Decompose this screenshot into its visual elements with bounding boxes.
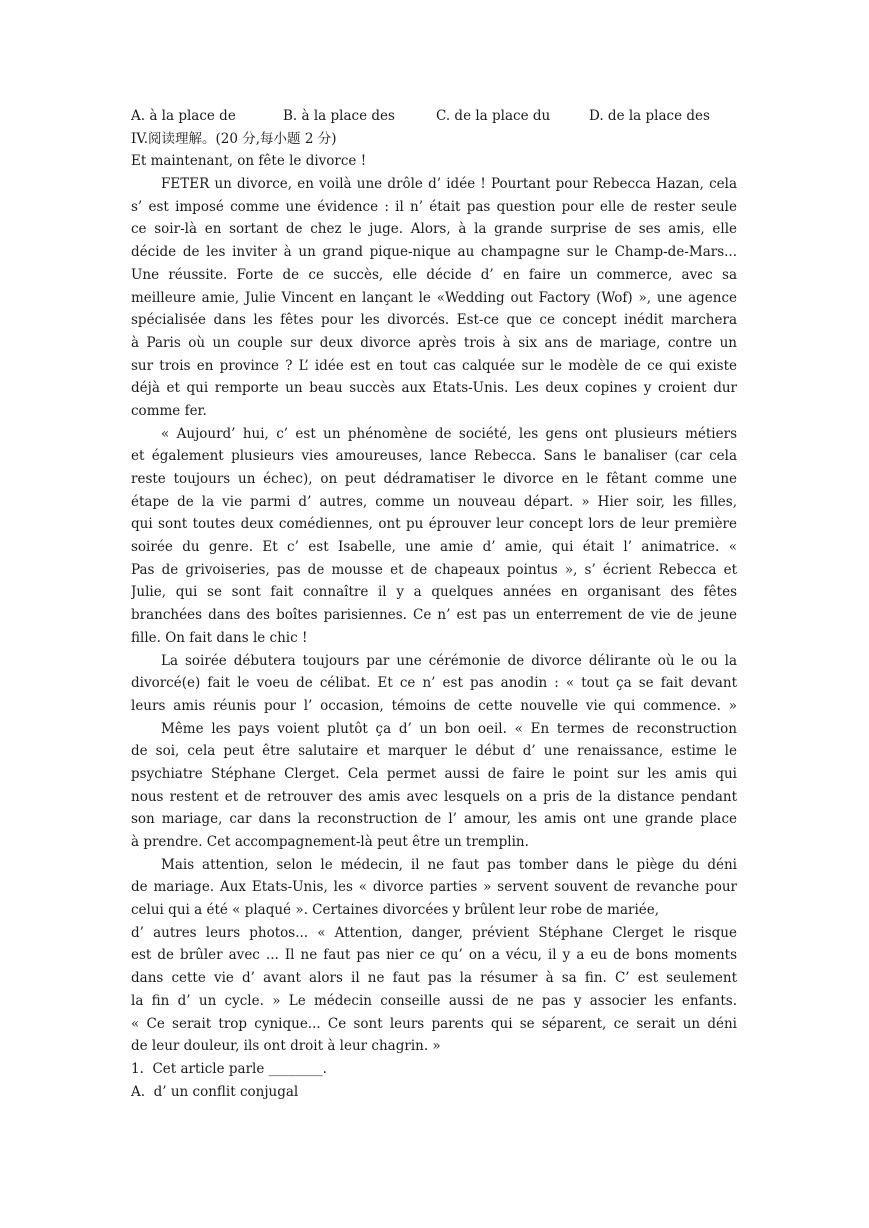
option-a: A. à la place de [131,108,236,124]
paragraph-line: Mais attention, selon le médecin, il ne faut pas tomber dans le piège du déni [161,856,737,873]
section-heading: IV.阅读理解。(20 分,每小题 2 分) [131,130,337,147]
paragraph-line: « Aujourd’ hui, c’ est un phénomène de société, les gens ont plusieurs métiers [161,425,737,442]
paragraph-line: « Ce serait trop cynique... Ce sont leurs parents qui se séparent, ce serait un déni [131,1015,737,1032]
paragraph-line: qui sont toutes deux comédiennes, ont pu éprouver leur concept lors de leur première [131,516,737,533]
paragraph-line: FETER un divorce, en voilà une drôle d’ idée ! Pourtant pour Rebecca Hazan, cela [161,176,737,193]
article-paragraph-5 [131,854,737,1058]
article-paragraph-2 [131,423,737,650]
paragraph-line: Julie, qui se sont fait connaître il y a quelques années en organisant des fêtes [131,584,737,601]
paragraph-line: dans cette vie d’ avant alors il ne faut pas la résumer à sa fin. C’ est seulement [131,970,737,987]
option-d: D. de la place des [589,108,710,124]
paragraph-line: La soirée débutera toujours par une cérémonie de divorce délirante où le ou la [161,652,737,669]
question-1-option-a: A. d’ un conflit conjugal [131,1083,299,1100]
paragraph-line: fille. On fait dans le chic ! [131,629,308,646]
paragraph-line: de soi, cela peut être salutaire et marquer le début d’ une renaissance, estime le [131,743,737,760]
paragraph-line: celui qui a été « plaqué ». Certaines divorcées y brûlent leur robe de mariée, [131,902,660,919]
paragraph-line: à prendre. Cet accompagnement-là peut être un tremplin. [131,834,529,850]
paragraph-line: reste toujours un échec), on peut dédramatiser le divorce en le fêtant comme une [131,471,737,487]
article-paragraph-3 [131,650,737,718]
paragraph-line: de mariage. Aux Etats-Unis, les « divorce parties » servent souvent de revanche pour [131,879,737,896]
paragraph-line: comme fer. [131,402,207,419]
paragraph-line: divorcé(e) fait le voeu de célibat. Et ce n’ est pas anodin : « tout ça se fait devant [131,675,737,692]
option-b: B. à la place des [283,108,395,124]
paragraph-line: spécialisée dans les fêtes pour les divorcés. Est-ce que ce concept inédit marchera [131,312,737,329]
paragraph-line: branchées dans des boîtes parisiennes. Ce n’ est pas un enterrement de vie de jeune [131,607,737,624]
paragraph-line: ce soir-là en sortant de chez le juge. Alors, à la grande surprise de ses amis, elle [131,221,737,238]
paragraph-line: soirée du genre. Et c’ est Isabelle, une amie d’ amie, qui était l’ animatrice. « [131,539,737,556]
paragraph-line: à Paris où un couple sur deux divorce après trois à six ans de mariage, contre un [131,334,737,351]
paragraph-line: décide de les inviter à un grand pique-nique au champagne sur le Champ-de-Mars... [131,244,737,261]
option-c: C. de la place du [436,108,551,124]
paragraph-line: déjà et qui remporte un beau succès aux Etats-Unis. Les deux copines y croient dur [131,380,737,397]
paragraph-line: Pas de grivoiseries, pas de mousse et de chapeaux pointus », s’ écrient Rebecca et [131,561,737,578]
article-paragraph-4 [131,718,737,854]
paragraph-line: la fin d’ un cycle. » Le médecin conseille aussi de ne pas y associer les enfants. [131,992,737,1009]
paragraph-line: étape de la vie parmi d’ autres, comme un nouveau départ. » Hier soir, les filles, [131,493,737,510]
question-1: 1. Cet article parle ________. [131,1060,327,1077]
paragraph-line: nous restent et de retrouver des amis avec lesquels on a pris de la distance pendant [131,788,737,805]
paragraph-line: d’ autres leurs photos... « Attention, danger, prévient Stéphane Clerget le risque [131,924,737,941]
paragraph-line: est de brûler avec ... Il ne faut pas nier ce qu’ on a vécu, il y a eu de bons moments [131,947,737,964]
paragraph-line: leurs amis réunis pour l’ occasion, témoins de cette nouvelle vie qui commence. » [131,697,737,714]
article-title: Et maintenant, on fête le divorce ! [131,153,367,170]
paragraph-line: et également plusieurs vies amoureuses, lance Rebecca. Sans le banaliser (car cela [131,448,737,465]
paragraph-line: Une réussite. Forte de ce succès, elle décide d’ en faire un commerce, avec sa [131,266,737,283]
paragraph-line: son mariage, car dans la reconstruction de l’ amour, les amis ont une grande place [131,811,737,828]
paragraph-line: sur trois en province ? L’ idée est en tout cas calquée sur le modèle de ce qui existe [131,357,737,374]
paragraph-line: psychiatre Stéphane Clerget. Cela permet aussi de faire le point sur les amis qui [131,765,737,782]
article-paragraph-1 [131,173,737,423]
paragraph-line: s’ est imposé comme une évidence : il n’ était pas question pour elle de rester seule [131,198,737,215]
document-page [131,105,737,1103]
previous-question-options [131,105,737,128]
paragraph-line: Même les pays voient plutôt ça d’ un bon oeil. « En termes de reconstruction [161,720,737,737]
paragraph-line: de leur douleur, ils ont droit à leur chagrin. » [131,1038,441,1055]
paragraph-line: meilleure amie, Julie Vincent en lançant le «Wedding out Factory (Wof) », une agence [131,289,737,306]
